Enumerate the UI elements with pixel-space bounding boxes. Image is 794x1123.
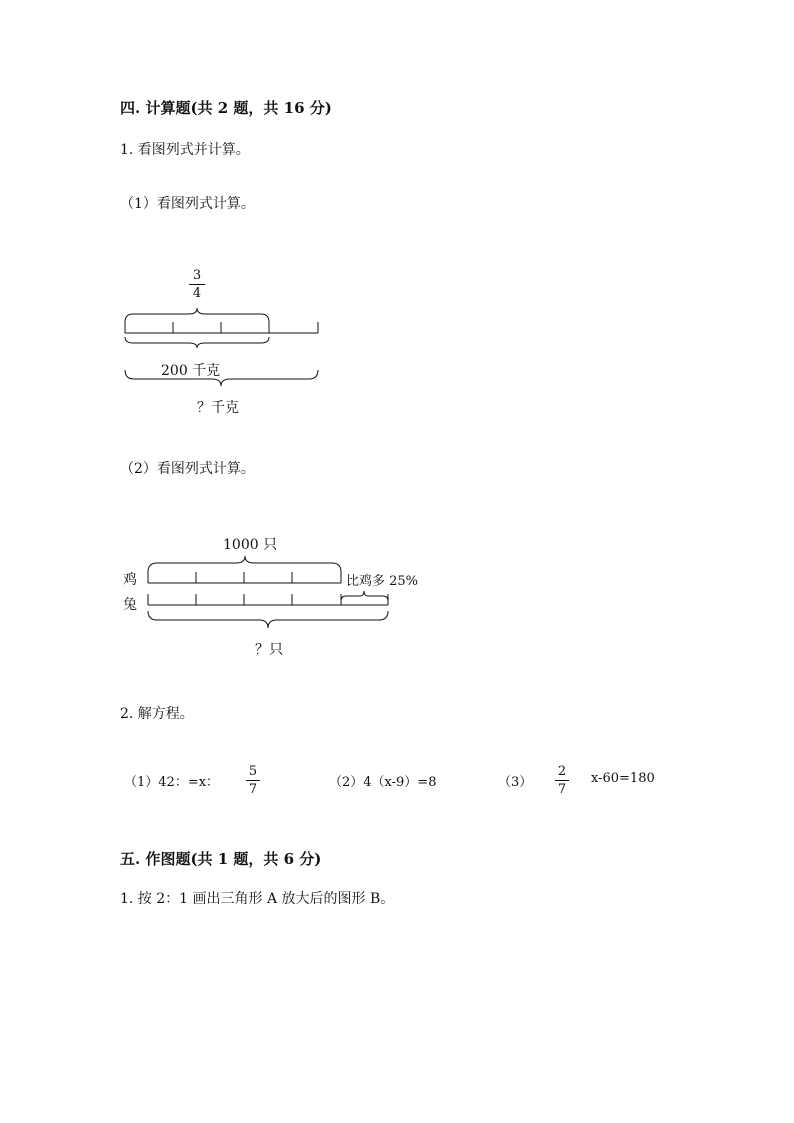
equation-3-suffix: x-60=180: [591, 771, 655, 786]
diagram2-extra-brace: [341, 591, 388, 601]
equation-1-prefix: （1）42：=x：: [124, 775, 220, 790]
question-2-prompt: 2. 解方程。: [120, 706, 194, 722]
subquestion-1-label: （1）看图列式计算。: [120, 196, 255, 212]
diagram2-top-label: 1000 只: [223, 537, 278, 553]
fraction-denominator: 7: [557, 782, 567, 797]
diagram1-unknown-label: ？千克: [197, 400, 239, 416]
diagram1-bottom-brace: [125, 337, 269, 348]
diagram2-extra-label: 比鸡多 25%: [346, 574, 419, 589]
equation-3-prefix: （3）: [498, 775, 533, 790]
fraction-denominator: 7: [248, 782, 258, 797]
equation-2: （2）4（x-9）=8: [329, 775, 437, 790]
question-1-prompt: 1. 看图列式并计算。: [120, 142, 250, 158]
section-5-title: 五. 作图题(共 1 题，共 6 分): [120, 850, 322, 868]
diagram1-known-label: 200 千克: [161, 363, 221, 379]
diagram2-unknown-label: ？只: [255, 642, 283, 658]
diagram2-top-brace: [148, 556, 341, 572]
fraction-numerator: 3: [192, 268, 202, 283]
section-4-title: 四. 计算题(共 2 题，共 16 分): [120, 99, 332, 117]
subquestion-2-label: （2）看图列式计算。: [120, 461, 255, 477]
diagram1-top-brace: [125, 308, 269, 322]
equation-3-fraction: [555, 764, 569, 797]
fraction-numerator: 2: [557, 764, 567, 779]
diagram2-row-rabbit: 兔: [123, 597, 137, 613]
equation-1-fraction: [246, 764, 260, 797]
fraction-numerator: 5: [248, 764, 258, 779]
fraction-denominator: 4: [192, 286, 202, 301]
diagram1-total-brace: [125, 370, 318, 386]
section-5-question-1: 1. 按 2：1 画出三角形 A 放大后的图形 B。: [120, 891, 395, 907]
diagram2-total-brace: [148, 611, 388, 628]
diagram2-row-chicken: 鸡: [123, 572, 137, 588]
